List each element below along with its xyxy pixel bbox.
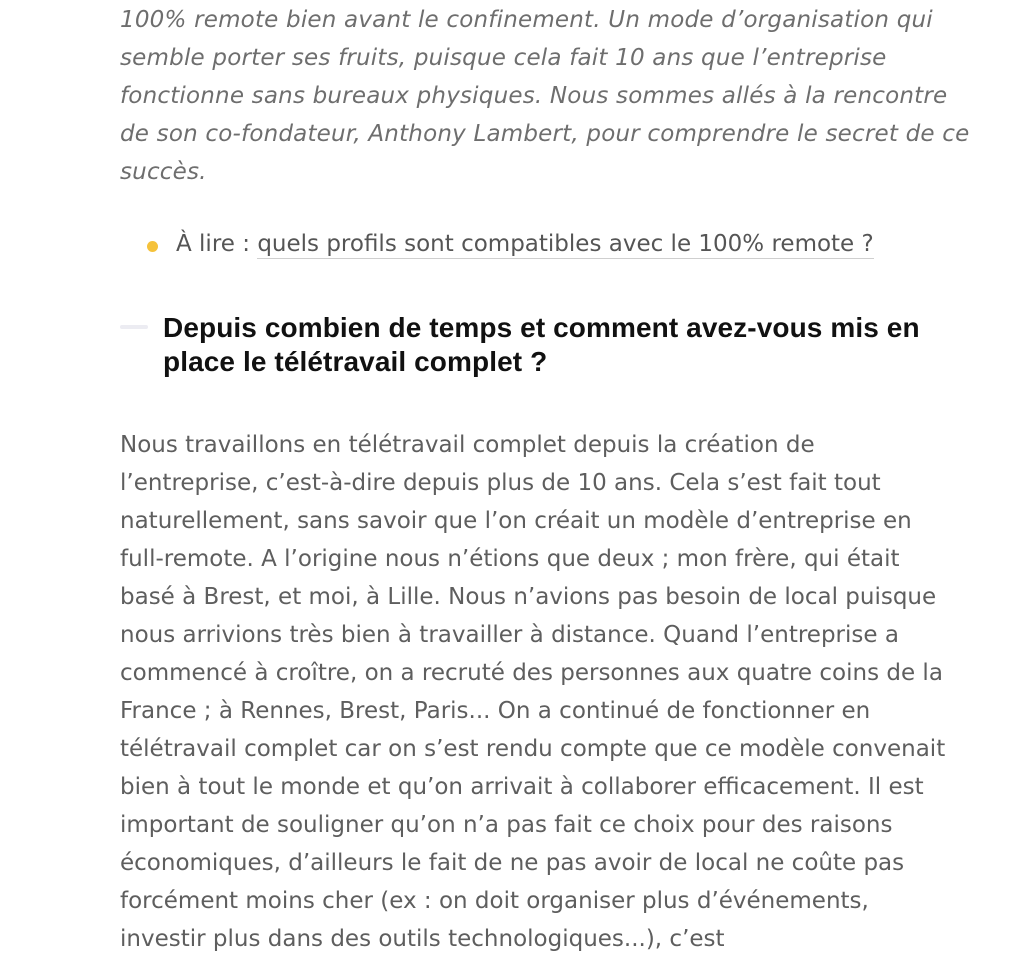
question-heading: Depuis combien de temps et comment avez-vous mis en place le télétravail complet ? <box>163 312 920 377</box>
article-content <box>120 0 980 958</box>
related-links-list <box>120 229 980 259</box>
related-link-item <box>120 229 980 259</box>
intro-paragraph: 100% remote bien avant le confinement. Un mode d’organisation qui semble porter ses fruits, puisque cela fait 10 ans que l’entreprise fonctionne sans bureaux physiques. Nous sommes allés à la rencontre de son co-fondateur, Anthony Lambert, pour comprendre le secret de ce succès. <box>120 7 970 185</box>
heading-dash-icon <box>120 325 148 329</box>
bullet-dot-icon <box>147 241 158 252</box>
related-article-link[interactable]: quels profils sont compatibles avec le 100% remote ? <box>257 231 874 257</box>
question-section <box>120 311 980 379</box>
related-link-prefix: À lire : <box>176 231 258 257</box>
answer-paragraph: Nous travaillons en télétravail complet depuis la création de l’entreprise, c’est-à-dire depuis plus de 10 ans. Cela s’est fait tout naturellement, sans savoir que l’on créait un modèle d’entreprise en full-remote. A l’origine nous n’étions que deux ; mon frère, qui était basé à Brest, et moi, à Lille. Nous n’avions pas besoin de local puisque nous arrivions très bien à travailler à distance. Quand l’entreprise a commencé à croître, on a recruté des personnes aux quatre coins de la France ; à Rennes, Brest, Paris... On a continué de fonctionner en télétravail complet car on s’est rendu compte que ce modèle convenait bien à tout le monde et qu’on arrivait à collaborer efficacement. Il est important de souligner qu’on n’a pas fait ce choix pour des raisons économiques, d’ailleurs le fait de ne pas avoir de local ne coûte pas forcément moins cher (ex : on doit organiser plus d’événements, investir plus dans des outils technologiques...), c’est <box>120 432 946 952</box>
